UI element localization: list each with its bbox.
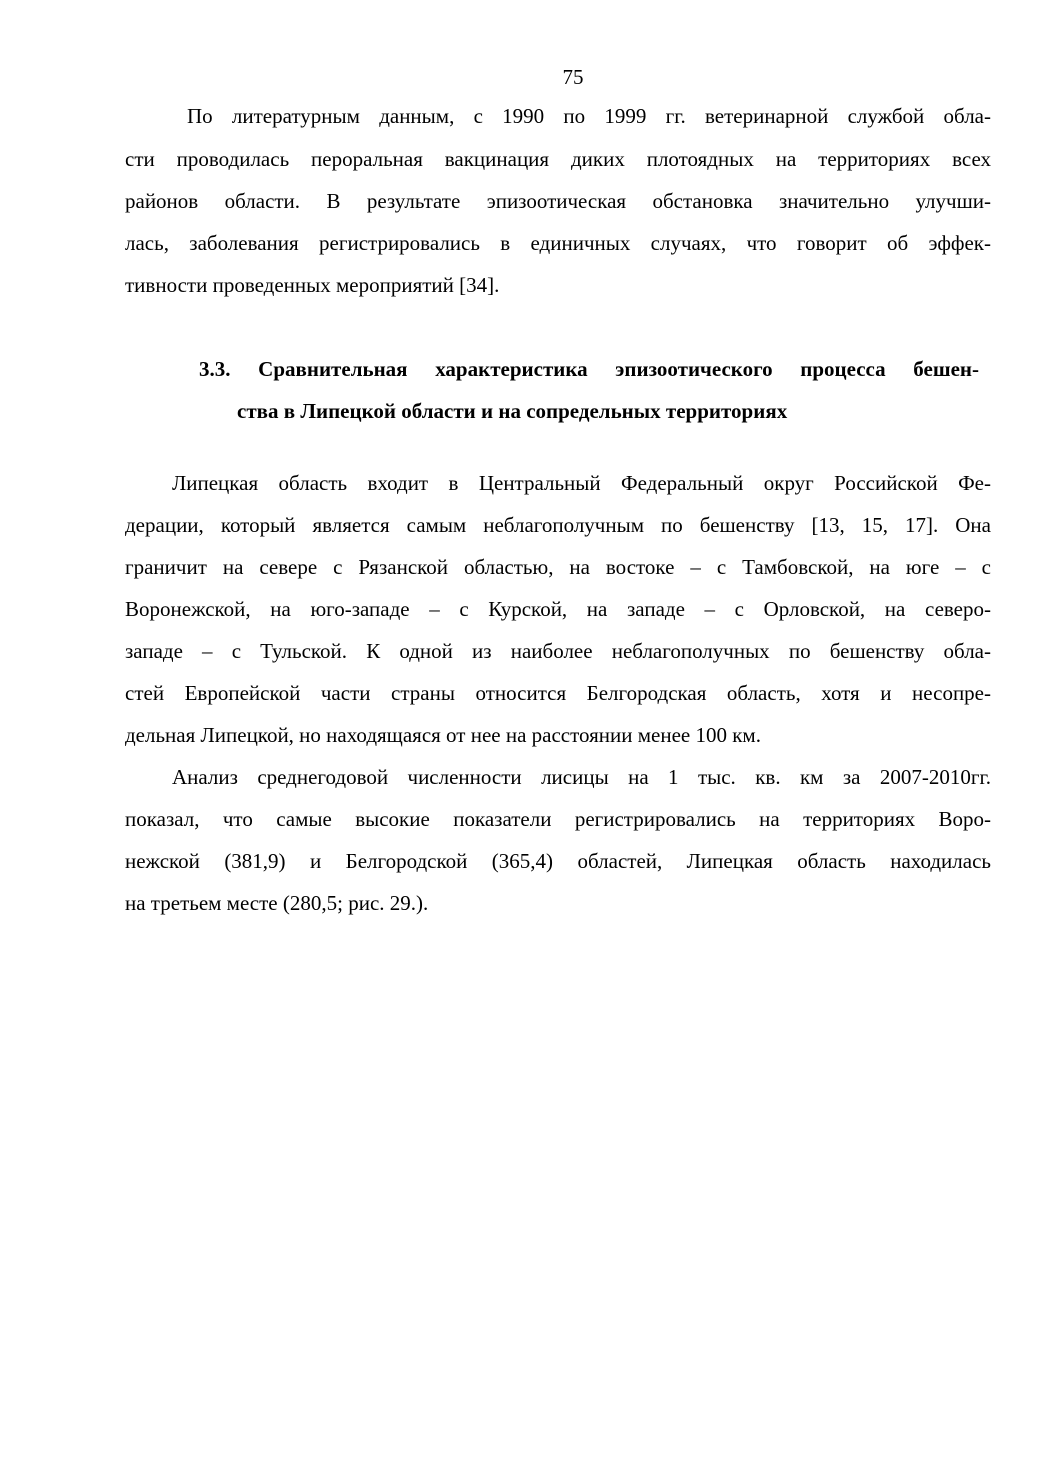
paragraph-1-line-4: лась, заболевания регистрировались в единичных случаях, что говорит об эффек- (125, 231, 991, 255)
paragraph-1-line-1: По литературным данным, с 1990 по 1999 гг. ветеринарной службой обла- (187, 104, 991, 128)
paragraph-2-line-5: западе – с Тульской. К одной из наиболее неблагополучных по бешенству обла- (125, 639, 991, 663)
paragraph-1-line-2: сти проводилась пероральная вакцинация диких плотоядных на территориях всех (125, 147, 991, 171)
section-heading-line-1: 3.3. Сравнительная характеристика эпизоотического процесса бешен- (199, 357, 979, 381)
paragraph-2-line-3: граничит на севере с Рязанской областью, на востоке – с Тамбовской, на юге – с (125, 555, 991, 579)
paragraph-3-line-1: Анализ среднегодовой численности лисицы на 1 тыс. кв. км за 2007-2010гг. (172, 765, 991, 789)
paragraph-3-line-3: нежской (381,9) и Белгородской (365,4) областей, Липецкая область находилась (125, 849, 991, 873)
paragraph-1-line-5: тивности проведенных мероприятий [34]. (125, 273, 500, 297)
paragraph-2-line-7: дельная Липецкой, но находящаяся от нее на расстоянии менее 100 км. (125, 723, 761, 747)
paragraph-2-line-2: дерации, который является самым неблагополучным по бешенству [13, 15, 17]. Она (125, 513, 991, 537)
paragraph-2-line-4: Воронежской, на юго-западе – с Курской, на западе – с Орловской, на северо- (125, 597, 991, 621)
paragraph-3-line-4: на третьем месте (280,5; рис. 29.). (125, 891, 429, 915)
section-heading-line-2: ства в Липецкой области и на сопредельных территориях (237, 399, 788, 423)
paragraph-1-line-3: районов области. В результате эпизоотическая обстановка значительно улучши- (125, 189, 991, 213)
paragraph-3-line-2: показал, что самые высокие показатели регистрировались на территориях Воро- (125, 807, 991, 831)
paragraph-2-line-1: Липецкая область входит в Центральный Федеральный округ Российской Фе- (172, 471, 991, 495)
page-number: 75 (562, 65, 584, 89)
paragraph-2-line-6: стей Европейской части страны относится Белгородская область, хотя и несопре- (125, 681, 991, 705)
